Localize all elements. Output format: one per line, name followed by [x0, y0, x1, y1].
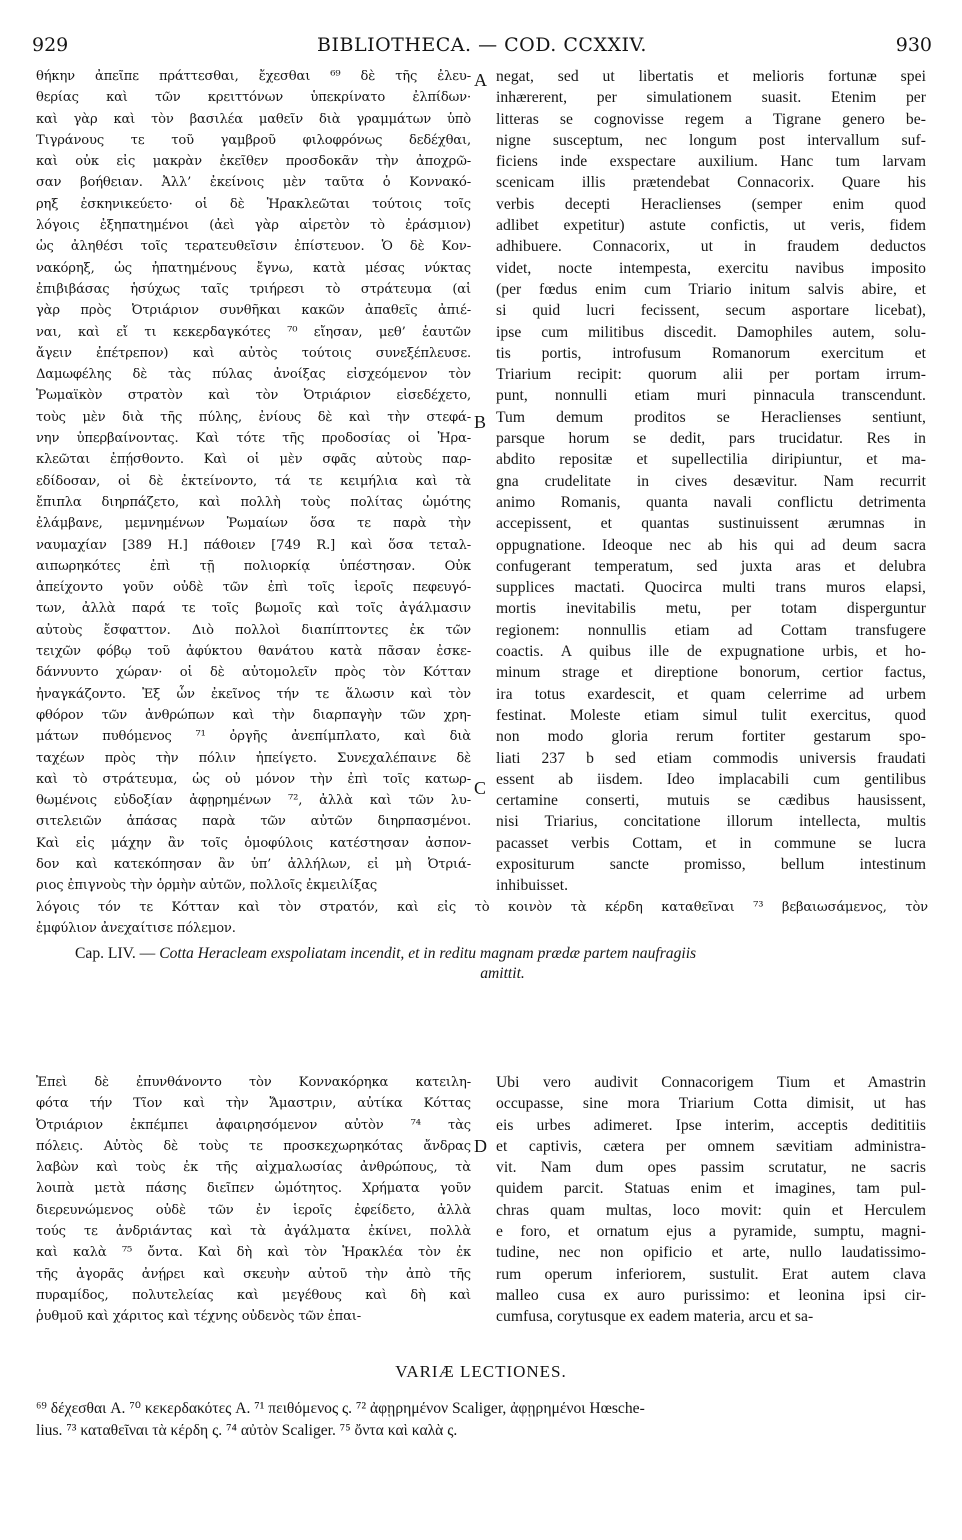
- greek-text-line: ἀπείχοντο γοῦν οὐδὲ τῶν ἐπὶ τοῖς ἱεροῖς πεφευγό-: [36, 580, 471, 596]
- greek-text-line: ναυμαχίαν [389 H.] πάθοιεν [749 R.] καὶ ὅσα τεταλ-: [36, 537, 471, 553]
- variae-lectiones-notes: [36, 1398, 928, 1442]
- greek-text-line: θήκην ἀπεῖπε πράττεσθαι, ἔχεσθαι ⁶⁹ δὲ τῆς ἐλευ-: [36, 69, 471, 84]
- greek-text-line: Τιγράνους τε τοῦ γαμβροῦ φιλοφρόνως δεδέχθαι,: [36, 132, 471, 148]
- greek-text-line: νακόρηξ, ὡς ἠπατημένους ἔγνω, κατὰ μέσας νύκτας: [36, 260, 471, 276]
- latin-text-line: animo Romanis, quanta navali conflictu detrimenta: [496, 493, 926, 511]
- latin-column-bottom: [496, 1072, 926, 1328]
- greek-text-line: ἐπιβιβάσας ἡσύχως ταῖς τριήρεσι τὸ στράτευμα (αἱ: [36, 281, 471, 297]
- latin-text-line: et captivis, cætera per omnem sævitiam administra-: [496, 1137, 926, 1155]
- latin-text-line: minum strage et direptione bonorum, certior factus,: [496, 664, 926, 682]
- latin-text-line: chras quam multas, loco movit: quin et Herculem: [496, 1201, 926, 1219]
- variant-reading-line: ⁶⁹ δέχεσθαι A. ⁷⁰ κεκερδακότες A. ⁷¹ πειθόμενος ς. ⁷² ἀφῃρημένον Scaliger, ἀφῃρημένοι Hœsche-: [36, 1400, 645, 1417]
- latin-text-line: litteras se cognovisse regem a Tigrane genero be-: [496, 110, 926, 128]
- greek-text-line: Ὀτριάριον ἐκπέμπει ἀφαιρησόμενον αὐτὸν ⁷⁴ τὰς: [36, 1117, 471, 1133]
- latin-text-line: vit. Nam dum opes passim scrutatur, ne sacris: [496, 1159, 926, 1177]
- greek-text-line: τῆς ἀγορᾶς ἀνῄρει καὶ σκευὴν αὐτοῦ τὴν ἀπὸ τῆς: [36, 1266, 471, 1282]
- latin-text-line: Tum demum proditos se Heraclienses sentiunt,: [496, 408, 926, 426]
- chapter-heading: [75, 944, 930, 984]
- greek-text-line: ὡς ἀληθέσι τοῖς τερατευθεῖσιν ἐπίστευον. Ὁ δὲ Κον-: [36, 239, 471, 255]
- latin-text-line: occupasse, sine mora Triarium Cotta dimisit, ut has: [496, 1095, 926, 1113]
- latin-text-line: tudine, nec non opificio et arte, nullo laudatissimo-: [496, 1244, 926, 1262]
- page-number-left: 929: [32, 34, 69, 56]
- latin-text-line: punt, nonnulli etiam muri pinnacula transcendunt.: [496, 387, 926, 405]
- running-header: [32, 34, 932, 58]
- greek-text-line: Ῥωμαϊκὸν στρατὸν καὶ τὸν Ὀτριάριον εἰσεδέχετο,: [36, 388, 471, 404]
- latin-text-line: inhibuisset.: [496, 877, 569, 895]
- greek-text-line: λόγοις ἐξηπατημένοι (ἀεὶ γὰρ αἱρετὸν τὸ ἐράσμιον): [36, 218, 471, 234]
- latin-text-line: parsque horum se dedit, pars trucidatur. Res in: [496, 430, 926, 448]
- greek-text-line: πυραμίδος, πολυτελείας καὶ μεγέθους καὶ δὴ καὶ: [36, 1287, 471, 1303]
- greek-text-line: δάννυντο χώραν· οἱ δὲ αὐτομολεῖν πρὸς τὸν Κότταν: [36, 665, 471, 681]
- latin-text-line: rum operum inferiorem, sustulit. Erat autem clava: [496, 1265, 926, 1283]
- latin-text-line: videt, nocte intempesta, exercitu navibus imposito: [496, 259, 926, 277]
- greek-text-line: αιπωρηκότες ἐπὶ τῇ πολιορκίᾳ ὑπέστησαν. Οὐκ: [36, 558, 471, 574]
- variae-lectiones-title: VARIÆ LECTIONES.: [395, 1362, 567, 1381]
- greek-text-line: διερευνώμενος οὐδὲ τῶν ἐν ἱεροῖς ἐφείδετο, ἀλλὰ: [36, 1202, 471, 1218]
- latin-text-line: nisi Triarius, concitatione illorum intellecta, multis: [496, 813, 926, 831]
- latin-text-line: eis urbes adimeret. Ipse interim, acceptis dedititiis: [496, 1116, 926, 1134]
- margin-letter-a: A: [474, 70, 487, 90]
- greek-text-line: καὶ τὸ στράτευμα, ὡς οὐ μόνον τὴν ἐπὶ τοῖς κατωρ-: [36, 771, 471, 787]
- greek-text-line: καὶ γὰρ καὶ τὸν βασιλέα μαθεῖν διὰ γραμμάτων ὑπὸ: [36, 111, 471, 127]
- latin-text-line: negat, sed ut libertatis et melioris fortunæ spei: [496, 68, 926, 85]
- greek-text-line: θερίας καὶ τῶν κρειττόνων ὑπεκρίνατο ἐλπίδων·: [36, 90, 471, 106]
- greek-text-line: κλεῶται ἐπῄσθοντο. Καὶ οἱ μὲν σφᾶς αὐτοὺς παρ-: [36, 452, 471, 468]
- latin-text-line: ipse cum militibus discedit. Damophiles autem, solu-: [496, 323, 926, 341]
- greek-text-line: Δαμωφέλης δὲ τὰς πύλας ἀνοίξας εἰσχεόμενον τὸν: [36, 367, 471, 383]
- greek-text-line: ἔπιπλα διηρπάζετο, καὶ πολλὴ τοὺς πολίτας ὠμότης: [36, 494, 471, 510]
- latin-text-line: regionem: nonnullis etiam ad Cottam transfugere: [496, 621, 926, 639]
- chapter-label: Cap. LIV. —: [75, 945, 156, 962]
- greek-text-line: ἐμφύλιον ἀνεχαίτισε πόλεμον.: [36, 921, 236, 937]
- greek-text-line: καὶ οὐκ εἰς μακρὰν ἐκεῖθεν προσδοκᾶν τὴν ἀποχρῶ-: [36, 154, 471, 170]
- latin-text-line: expositurum sancte promisso, bellum intestinum: [496, 855, 926, 873]
- greek-text-line: δον καὶ κατεκόπησαν ἂν ὑπ’ ἀλλήλων, εἰ μὴ Ὀτριά-: [36, 856, 471, 872]
- greek-text-line: ἐλάμβανε, μεμνημένων Ῥωμαίων ὅσα τε παρὰ τὴν: [36, 516, 471, 532]
- greek-text-line: εδίδοσαν, οἱ δὲ ἐκτείνοντο, τά τε κειμήλια καὶ τὰ: [36, 473, 471, 489]
- latin-text-line: scenicam illis prætendebat Connacorix. Quare his: [496, 174, 926, 192]
- greek-text-line: πόλεις. Αὐτὸς δὲ τοὺς τε προσκεχωρηκότας ἄνδρας: [36, 1138, 471, 1154]
- latin-text-line: ira totus exardescit, et quam celerrime ad urbem: [496, 685, 926, 703]
- latin-text-line: adlibet expetitur) astute confictis, ut veris, fidem: [496, 217, 926, 235]
- margin-letter-c: C: [474, 778, 487, 798]
- latin-text-line: tis portis, introfusum Romanorum exercitum et: [496, 344, 926, 362]
- greek-text-line: σιτελειῶν ἁπάσας παρὰ τῶν αὐτῶν διηρπασμένοι.: [36, 814, 471, 830]
- latin-text-line: liati 237 b sed etiam commodis universis fraudati: [496, 749, 926, 767]
- latin-text-line: accepissent, et quantas sustinuissent ærumnas in: [496, 515, 926, 533]
- greek-text-line: τειχῶν φόβῳ τοῦ ἀφύκτου θανάτου κατὰ πᾶσαν ἐσκε-: [36, 644, 471, 660]
- greek-text-line: Καὶ εἰς μάχην ἂν τοῖς ὁμοφύλοις κατέστησαν ἀσπον-: [36, 835, 471, 851]
- latin-text-line: non modo gloria rerum fortiter gestarum spo-: [496, 728, 926, 746]
- latin-text-line: confugerant temperatum, sed juxta aras et delubra: [496, 557, 926, 575]
- latin-text-line: abdito repositæ et supellectilia diripiuntur, et ma-: [496, 451, 926, 469]
- greek-text-line: των, ἀλλὰ παρά τε τοῖς βωμοῖς καὶ τοῖς ἀγάλμασιν: [36, 601, 471, 617]
- greek-spanning-lines: [36, 897, 928, 940]
- greek-text-line: νην ὑπερβαίνοντας. Καὶ τότε τῆς προδοσίας οἱ Ἡρα-: [36, 431, 471, 447]
- greek-text-line: φότα τήν Τῖον καὶ τὴν Ἄμαστριν, αὐτίκα Κόττας: [36, 1096, 471, 1112]
- latin-text-line: oppugnatione. Ideoque nec ab his qui ad deum sacra: [496, 536, 926, 554]
- greek-text-line: σαν βοήθειαν. Ἀλλ’ ἐκείνοις μὲν ταῦτα ὁ Κοννακό-: [36, 175, 471, 191]
- latin-text-line: coactis. A quibus ille de expugnatione urbis, et ho-: [496, 643, 926, 661]
- latin-text-line: certamine conserti, mutuis se cædibus hausissent,: [496, 792, 926, 810]
- greek-text-line: φθόρον τῶν ἀνθρώπων καὶ τὴν διαρπαγὴν τῶν χρη-: [36, 707, 471, 723]
- greek-text-line: ἠναγκάζοντο. Ἐξ ὧν ἐκεῖνος τήν τε ἅλωσιν καὶ τὸν: [36, 686, 471, 702]
- latin-text-line: cumfusa, corytusque ex eadem materia, arcu et sa-: [496, 1308, 814, 1326]
- latin-text-line: e foro, et ornatum ejus a pyramide, sumptu, magni-: [496, 1223, 926, 1241]
- chapter-title-line-1: Cotta Heracleam exspoliatam incendit, et in reditu magnam prædæ partem naufragiis: [159, 945, 697, 962]
- greek-text-line: θωμένοις εὐδοξίαν ἀφῃρημένων ⁷², ἀλλὰ καὶ τῶν λυ-: [36, 793, 471, 809]
- greek-column-bottom: [36, 1072, 471, 1328]
- running-title: BIBLIOTHECA. — COD. CCXXIV.: [317, 34, 647, 56]
- greek-text-line: τοὺς μὲν διὰ τῆς πύλης, ἐνίους δὲ καὶ τὴν στεφά-: [36, 409, 471, 425]
- latin-text-line: festinat. Moleste etiam simul tulit exercitus, quod: [496, 706, 926, 724]
- latin-text-line: nigne susceptum, nec longum post intervallum suf-: [496, 131, 926, 149]
- chapter-title-line-2: amittit.: [480, 965, 525, 982]
- margin-letter-b: B: [474, 412, 487, 432]
- greek-text-line: ῥυθμοῦ καὶ χάριτος καὶ τέχνης οὐδενὸς τῶν ἐπαι-: [36, 1309, 362, 1325]
- page-number-right: 930: [895, 34, 932, 56]
- greek-text-line: λόγοις τόν τε Κότταν καὶ τὸν στρατόν, καὶ εἰς τὸ κοινὸν τὰ κέρδη καταθεῖναι ⁷³ βεβαιωσάμενος, τὸν: [36, 900, 928, 915]
- greek-text-line: ταχέων πρὸς τὴν πόλιν ἠπείγετο. Συνεχαλέπαινε δὲ: [36, 750, 471, 766]
- latin-text-line: ficiens inde exspectare auxilium. Hanc tum larvam: [496, 153, 926, 171]
- greek-text-line: Ἐπεὶ δὲ ἐπυνθάνοντο τὸν Κοννακόρηκα κατειλη-: [36, 1075, 471, 1090]
- greek-text-line: λοιπὰ μετὰ πάσης διεῖπεν ὠμότητος. Χρήματα γοῦν: [36, 1181, 471, 1197]
- greek-text-line: ριος ἐπιγνοὺς τὴν ὁρμὴν αὐτῶν, πολλοῖς ἐκμειλίξας: [36, 878, 378, 894]
- latin-text-line: adhibuere. Connacorix, ut in fraudem deductos: [496, 238, 926, 256]
- latin-text-line: si quid lucri fecissent, secum asportare licebat),: [496, 302, 926, 320]
- greek-text-line: λαβὼν καὶ τοὺς ἐκ τῆς αἰχμαλωσίας ἀνθρώπους, τὰ: [36, 1160, 471, 1176]
- latin-text-line: verbis decepti Heraclienses (semper enim quod: [496, 195, 926, 213]
- latin-text-line: pacasset verbis Cottam, et in commune se lucra: [496, 834, 926, 852]
- latin-text-line: gna crudelitate in cives desævitur. Nam recurrit: [496, 472, 926, 490]
- greek-text-line: γὰρ πρὸς Ὀτριάριον συνθῆκαι κακῶν ἀπαθεῖς ἀπιέ-: [36, 303, 471, 319]
- latin-text-line: malleo cusa ex auro purissimo: et leonina ipsi cir-: [496, 1286, 926, 1304]
- greek-text-line: ἄγειν ἐπέτρεπον) καὶ αὐτὸς τούτοις συνεξέπλευσε.: [36, 345, 471, 361]
- latin-text-line: inhærerent, per simulationem suasit. Etenim per: [496, 89, 926, 107]
- latin-text-line: (per fœdus enim cum Triario initum salvis abire, et: [496, 280, 926, 298]
- latin-text-line: Triarium recipit: quorum alii per portam irrum-: [496, 366, 926, 384]
- greek-text-line: μάτων πυθόμενος ⁷¹ ὀργῆς ἀνεπίμπλατο, καὶ διὰ: [36, 729, 471, 745]
- greek-text-line: καὶ καλὰ ⁷⁵ ὄντα. Καὶ δὴ καὶ τὸν Ἡρακλέα τὸν ἐκ: [36, 1245, 471, 1261]
- greek-text-line: ρηξ ἐσκηνικεύετο· οἱ δὲ Ἡρακλεῶται τούτοις τοῖς: [36, 196, 471, 212]
- latin-text-line: mortis inevitabilis metu, per totam disperguntur: [496, 600, 926, 618]
- latin-text-line: supplices mactati. Quocirca multi trans muros elapsi,: [496, 579, 926, 597]
- greek-text-line: ναι, καὶ εἴ τι κεκερδαγκότες ⁷⁰ εἴησαν, μεθ’ ἑαυτῶν: [36, 324, 471, 340]
- greek-text-line: αὐτοὺς ἔσφαττον. Διὸ πολλοὶ διαπίπτοντες ἐκ τῶν: [36, 622, 471, 638]
- greek-text-line: τούς τε ἀνδριάντας καὶ τὰ ἀγάλματα ἐκίνει, πολλὰ: [36, 1224, 471, 1240]
- margin-letter-d: D: [474, 1136, 487, 1156]
- variant-reading-line: lius. ⁷³ καταθεῖναι τὰ κέρδη ς. ⁷⁴ αὐτὸν Scaliger. ⁷⁵ ὄντα καὶ καλὰ ς.: [36, 1422, 458, 1439]
- greek-column-top: [36, 66, 471, 897]
- latin-column-top: [496, 66, 926, 897]
- latin-text-line: essent ab iisdem. Ideo implacabili cum gentilibus: [496, 770, 926, 788]
- latin-text-line: quidem parcit. Statuas enim et imagines, tam pul-: [496, 1180, 926, 1198]
- latin-text-line: Ubi vero audivit Connacorigem Tium et Amastrin: [496, 1074, 926, 1091]
